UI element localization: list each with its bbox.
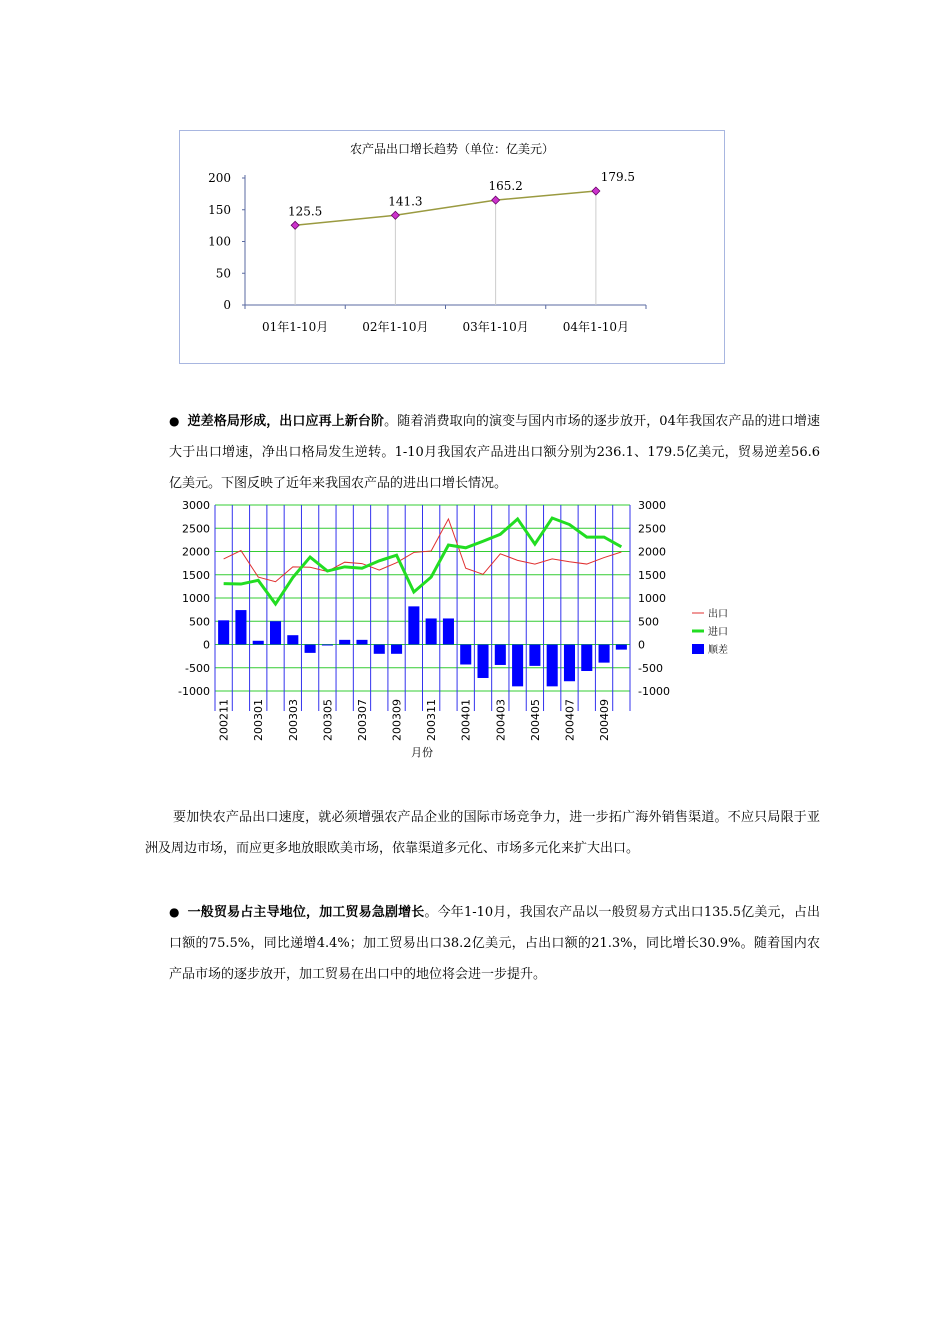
y-tick-label-left: 500	[189, 615, 210, 629]
x-axis-label: 月份	[411, 746, 433, 759]
y-tick-label-left: 1000	[182, 592, 210, 605]
bar-surplus	[495, 645, 506, 665]
bar-surplus	[564, 645, 575, 682]
bar-surplus	[460, 645, 471, 665]
x-tick-label: 200309	[390, 699, 404, 741]
paragraph-body: 。随着消费取向的演变与国内市场的逐步放开，04年我国农产品的进口增速大于出口增速，净出口格局发生逆转。1-10月我国农产品进出口额分别为236.1、179.5亿美元，贸易逆差56.6亿美元。下图反映了近年来我国农产品的进出口增长情况。	[169, 414, 820, 491]
legend-label: 进口	[708, 627, 728, 638]
import-export-chart	[170, 497, 770, 767]
y-tick-label-left: 3000	[182, 499, 210, 512]
x-tick-label: 200301	[252, 699, 266, 741]
x-tick-label: 200311	[425, 699, 439, 741]
bar-surplus	[547, 645, 558, 687]
data-label: 165.2	[488, 179, 523, 194]
x-tick-label: 01年1-10月	[262, 320, 329, 334]
x-tick-label: 200405	[528, 699, 542, 741]
data-point	[291, 221, 299, 229]
data-label: 141.3	[388, 194, 423, 209]
bar-surplus	[374, 645, 385, 654]
bar-surplus	[218, 620, 229, 644]
y-tick-label-right: 500	[638, 615, 659, 629]
paragraph-general-trade	[145, 897, 820, 990]
paragraph-heading: 逆差格局形成，出口应再上新台阶	[187, 414, 385, 429]
y-tick-label-left: 1500	[182, 568, 210, 582]
y-tick-label-left: 0	[203, 638, 210, 652]
y-tick-label-right: 2500	[638, 522, 666, 536]
x-tick-label: 200403	[494, 699, 508, 741]
x-tick-label: 200303	[286, 699, 300, 741]
bar-surplus	[305, 645, 316, 653]
export-trend-chart-svg	[180, 131, 724, 363]
x-tick-label: 02年1-10月	[362, 320, 429, 334]
series-line-export	[295, 191, 596, 225]
y-tick-label-right: -1000	[638, 685, 670, 698]
paragraph-body: 。今年1-10月，我国农产品以一般贸易方式出口135.5亿美元，占出口额的75.5%，同比递增4.4%；加工贸易出口38.2亿美元，占出口额的21.3%，同比增长30.9%。随着国内农产品市场的逐步放开，加工贸易在出口中的地位将会进一步提升。	[169, 905, 820, 982]
chart-title: 农产品出口增长趋势（单位：亿美元）	[349, 142, 555, 156]
data-point	[592, 187, 600, 195]
bar-surplus	[426, 618, 437, 644]
y-tick-label: 100	[208, 234, 231, 249]
x-tick-label: 200211	[217, 699, 231, 741]
data-label: 125.5	[287, 204, 323, 219]
y-tick-label: 200	[208, 171, 231, 185]
bar-surplus	[270, 621, 281, 644]
export-trend-chart	[179, 130, 725, 364]
bar-surplus	[408, 606, 419, 644]
bar-surplus	[477, 645, 488, 678]
bar-surplus	[235, 610, 246, 644]
legend-swatch	[692, 644, 704, 654]
y-tick-label-right: 1500	[638, 568, 666, 582]
bar-surplus	[581, 645, 592, 672]
bar-surplus	[616, 645, 627, 650]
x-tick-label: 04年1-10月	[562, 320, 629, 334]
y-tick-label-left: -500	[185, 661, 210, 675]
y-tick-label-right: 1000	[638, 592, 666, 605]
y-tick-label: 0	[223, 298, 231, 312]
x-tick-label: 200409	[598, 699, 612, 741]
y-tick-label-left: 2500	[182, 522, 210, 536]
legend-label: 顺差	[708, 645, 728, 656]
bullet-icon: ●	[169, 905, 180, 919]
x-tick-label: 200307	[355, 699, 369, 741]
y-tick-label: 150	[208, 202, 231, 217]
x-tick-label: 03年1-10月	[462, 320, 529, 334]
y-tick-label-right: 3000	[638, 499, 666, 512]
paragraph-trade-deficit	[145, 406, 820, 499]
y-tick-label: 50	[215, 266, 231, 281]
bar-surplus	[529, 645, 540, 666]
bar-surplus	[512, 645, 523, 687]
y-tick-label-right: 2000	[638, 545, 666, 559]
bar-surplus	[356, 640, 367, 645]
bar-surplus	[391, 645, 402, 654]
x-tick-label: 200305	[321, 699, 335, 741]
bullet-icon: ●	[169, 414, 180, 428]
bar-surplus	[599, 645, 610, 663]
bar-surplus	[339, 640, 350, 645]
y-tick-label-left: 2000	[182, 545, 210, 559]
y-tick-label-right: -500	[638, 661, 663, 675]
legend-label: 出口	[708, 609, 728, 620]
data-label: 179.5	[600, 170, 636, 185]
x-tick-label: 200401	[459, 699, 473, 741]
y-tick-label-right: 0	[638, 638, 645, 652]
x-tick-label: 200407	[563, 699, 577, 741]
paragraph-heading: 一般贸易占主导地位，加工贸易急剧增长	[187, 905, 425, 920]
data-point	[492, 196, 500, 204]
data-point	[391, 211, 399, 219]
bar-surplus	[253, 641, 264, 645]
bar-surplus	[443, 618, 454, 644]
paragraph-expand-exports: 要加快农产品出口速度，就必须增强农产品企业的国际市场竞争力，进一步拓广海外销售渠道。不应只局限于亚洲及周边市场，而应更多地放眼欧美市场，依靠渠道多元化、市场多元化来扩大出口。	[145, 810, 820, 856]
bar-surplus	[287, 635, 298, 644]
y-tick-label-left: -1000	[178, 685, 210, 698]
bar-surplus	[322, 645, 333, 646]
